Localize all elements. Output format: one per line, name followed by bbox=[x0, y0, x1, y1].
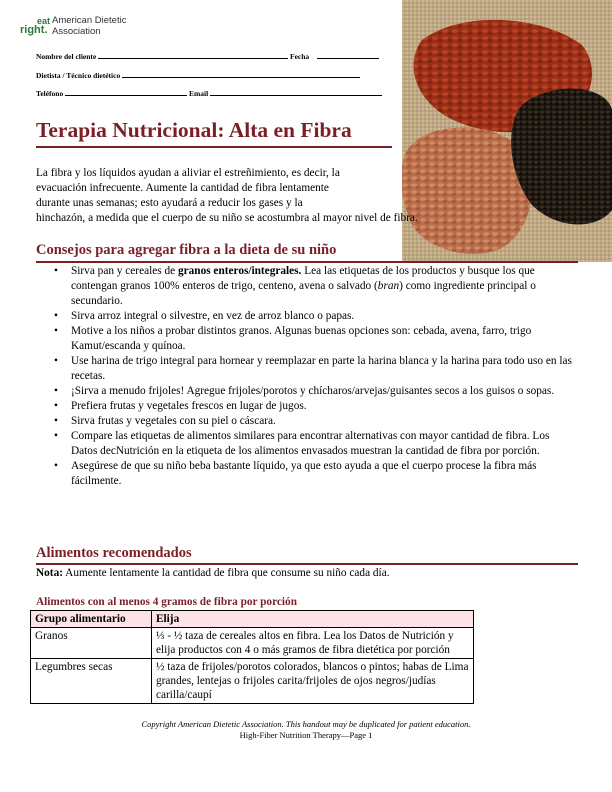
list-item bbox=[54, 324, 576, 354]
date-label: Fecha bbox=[290, 52, 310, 61]
date-field[interactable] bbox=[317, 51, 379, 59]
copyright-notice: Copyright American Dietetic Association. This handout may be duplicated for patient education. bbox=[141, 719, 471, 729]
email-label: Email bbox=[188, 89, 209, 98]
tip-text: Prefiera frutas y vegetales frescos en lugar de jugos. bbox=[71, 400, 307, 412]
tip-text: Sirva pan y cereales de bbox=[71, 265, 178, 277]
page-number: High-Fiber Nutrition Therapy—Page 1 bbox=[239, 730, 373, 740]
logo-right-text: right. bbox=[20, 24, 48, 36]
list-item bbox=[54, 459, 576, 489]
list-item bbox=[54, 264, 576, 309]
contact-form-row bbox=[36, 88, 382, 98]
eat-right-logo bbox=[20, 16, 50, 38]
client-name-label: Nombre del cliente bbox=[36, 52, 97, 61]
tip-text: Sirva arroz integral o silvestre, en vez de arroz blanco o papas. bbox=[71, 310, 355, 322]
bullet-icon: • bbox=[54, 460, 58, 472]
note-label: Nota: bbox=[36, 567, 63, 579]
tips-list bbox=[54, 264, 576, 489]
title-divider bbox=[36, 146, 392, 148]
foods-table bbox=[30, 610, 474, 704]
tip-text: ) como ingrediente principal o secundario. bbox=[71, 280, 536, 307]
tip-text: Use harina de trigo integral para hornear y reemplazar en parte la harina blanca y la harina para todo uso en las recetas. bbox=[71, 355, 572, 382]
table-cell: Legumbres secas bbox=[31, 659, 152, 704]
phone-label: Teléfono bbox=[36, 89, 64, 98]
list-item bbox=[54, 414, 576, 429]
tip-text: Compare las etiquetas de alimentos similares para encontrar alternativas con mayor cantidad de fibra. Los Datos decNutrición en la etiqueta de los alimentos envasados muestran la cantidad de fibra por porción. bbox=[71, 430, 550, 457]
note-text: Aumente lentamente la cantidad de fibra que consume su niño cada día. bbox=[62, 567, 390, 579]
table-row bbox=[31, 659, 474, 704]
table-header-row bbox=[31, 611, 474, 628]
list-item bbox=[54, 354, 576, 384]
organization-name-line1: American Dietetic bbox=[52, 15, 127, 26]
recommended-divider bbox=[36, 563, 578, 565]
intro-paragraph bbox=[36, 166, 486, 226]
intro-line-3: durante unas semanas; esto ayudará a reducir los gases y la bbox=[36, 197, 303, 209]
dietitian-label: Dietista / Técnico dietético bbox=[36, 71, 121, 80]
tip-text: ¡Sirva a menudo frijoles! Agregue frijoles/porotos y chícharos/arvejas/guisantes secos a los guisos o sopas. bbox=[71, 385, 555, 397]
tips-divider bbox=[36, 261, 578, 263]
dietitian-form-row bbox=[36, 70, 360, 80]
tip-emphasis: granos enteros/integrales. bbox=[177, 265, 302, 277]
bullet-icon: • bbox=[54, 265, 58, 277]
intro-line-4: hinchazón, a medida que el cuerpo de su niño se acostumbra al mayor nivel de fibra. bbox=[36, 212, 418, 224]
column-header: Elija bbox=[152, 611, 474, 628]
column-header: Grupo alimentario bbox=[31, 611, 152, 628]
intro-line-2: evacuación infrecuente. Aumente la cantidad de fibra lentamente bbox=[36, 182, 329, 194]
note-paragraph bbox=[36, 567, 390, 579]
tip-text: Motive a los niños a probar distintos granos. Algunas buenas opciones son: cebada, avena, farro, trigo Kamut/escanda y quínoa. bbox=[71, 325, 532, 352]
email-field[interactable] bbox=[210, 88, 382, 96]
bullet-icon: • bbox=[54, 400, 58, 412]
tip-text: Lea las etiquetas de los productos y busque los que contengan granos 100% enteros de trigo, centeno, avena o salvado ( bbox=[71, 265, 535, 292]
bullet-icon: • bbox=[54, 430, 58, 442]
organization-name-line2: Association bbox=[52, 25, 101, 37]
table-row bbox=[31, 628, 474, 659]
list-item bbox=[54, 384, 576, 399]
tips-heading: Consejos para agregar fibra a la dieta de su niño bbox=[36, 242, 337, 258]
list-item bbox=[54, 429, 576, 459]
logo-eat-text: eat bbox=[36, 16, 50, 26]
bullet-icon: • bbox=[54, 310, 58, 322]
bullet-icon: • bbox=[54, 415, 58, 427]
recommended-heading: Alimentos recomendados bbox=[36, 545, 192, 561]
dietitian-field[interactable] bbox=[122, 70, 360, 78]
page-title: Terapia Nutricional: Alta en Fibra bbox=[36, 118, 352, 142]
list-item bbox=[54, 399, 576, 414]
organization-name bbox=[52, 16, 126, 37]
client-name-field[interactable] bbox=[98, 51, 288, 59]
tip-text: Asegúrese de que su niño beba bastante líquido, ya que esto ayuda a que el cuerpo procese la fibra más fácilmente. bbox=[71, 460, 537, 487]
tip-text: Sirva frutas y vegetales con su piel o cáscara. bbox=[71, 415, 276, 427]
client-form-row bbox=[36, 51, 379, 61]
intro-line-1: La fibra y los líquidos ayudan a aliviar el estreñimiento, es decir, la bbox=[36, 167, 340, 179]
list-item bbox=[54, 309, 576, 324]
table-cell: Granos bbox=[31, 628, 152, 659]
tip-italic: bran bbox=[377, 280, 400, 292]
table-cell: ½ taza de frijoles/porotos colorados, blancos o pintos; habas de Lima grandes, lentejas o frijoles carita/frijoles de ojos negros/judías carilla/caupí bbox=[152, 659, 474, 704]
bullet-icon: • bbox=[54, 385, 58, 397]
bullet-icon: • bbox=[54, 325, 58, 337]
table-cell: ⅓ - ½ taza de cereales altos en fibra. Lea los Datos de Nutrición y elija productos con 4 o más gramos de fibra dietética por porción bbox=[152, 628, 474, 659]
bullet-icon: • bbox=[54, 355, 58, 367]
phone-field[interactable] bbox=[65, 88, 187, 96]
table-title: Alimentos con al menos 4 gramos de fibra por porción bbox=[36, 596, 297, 608]
